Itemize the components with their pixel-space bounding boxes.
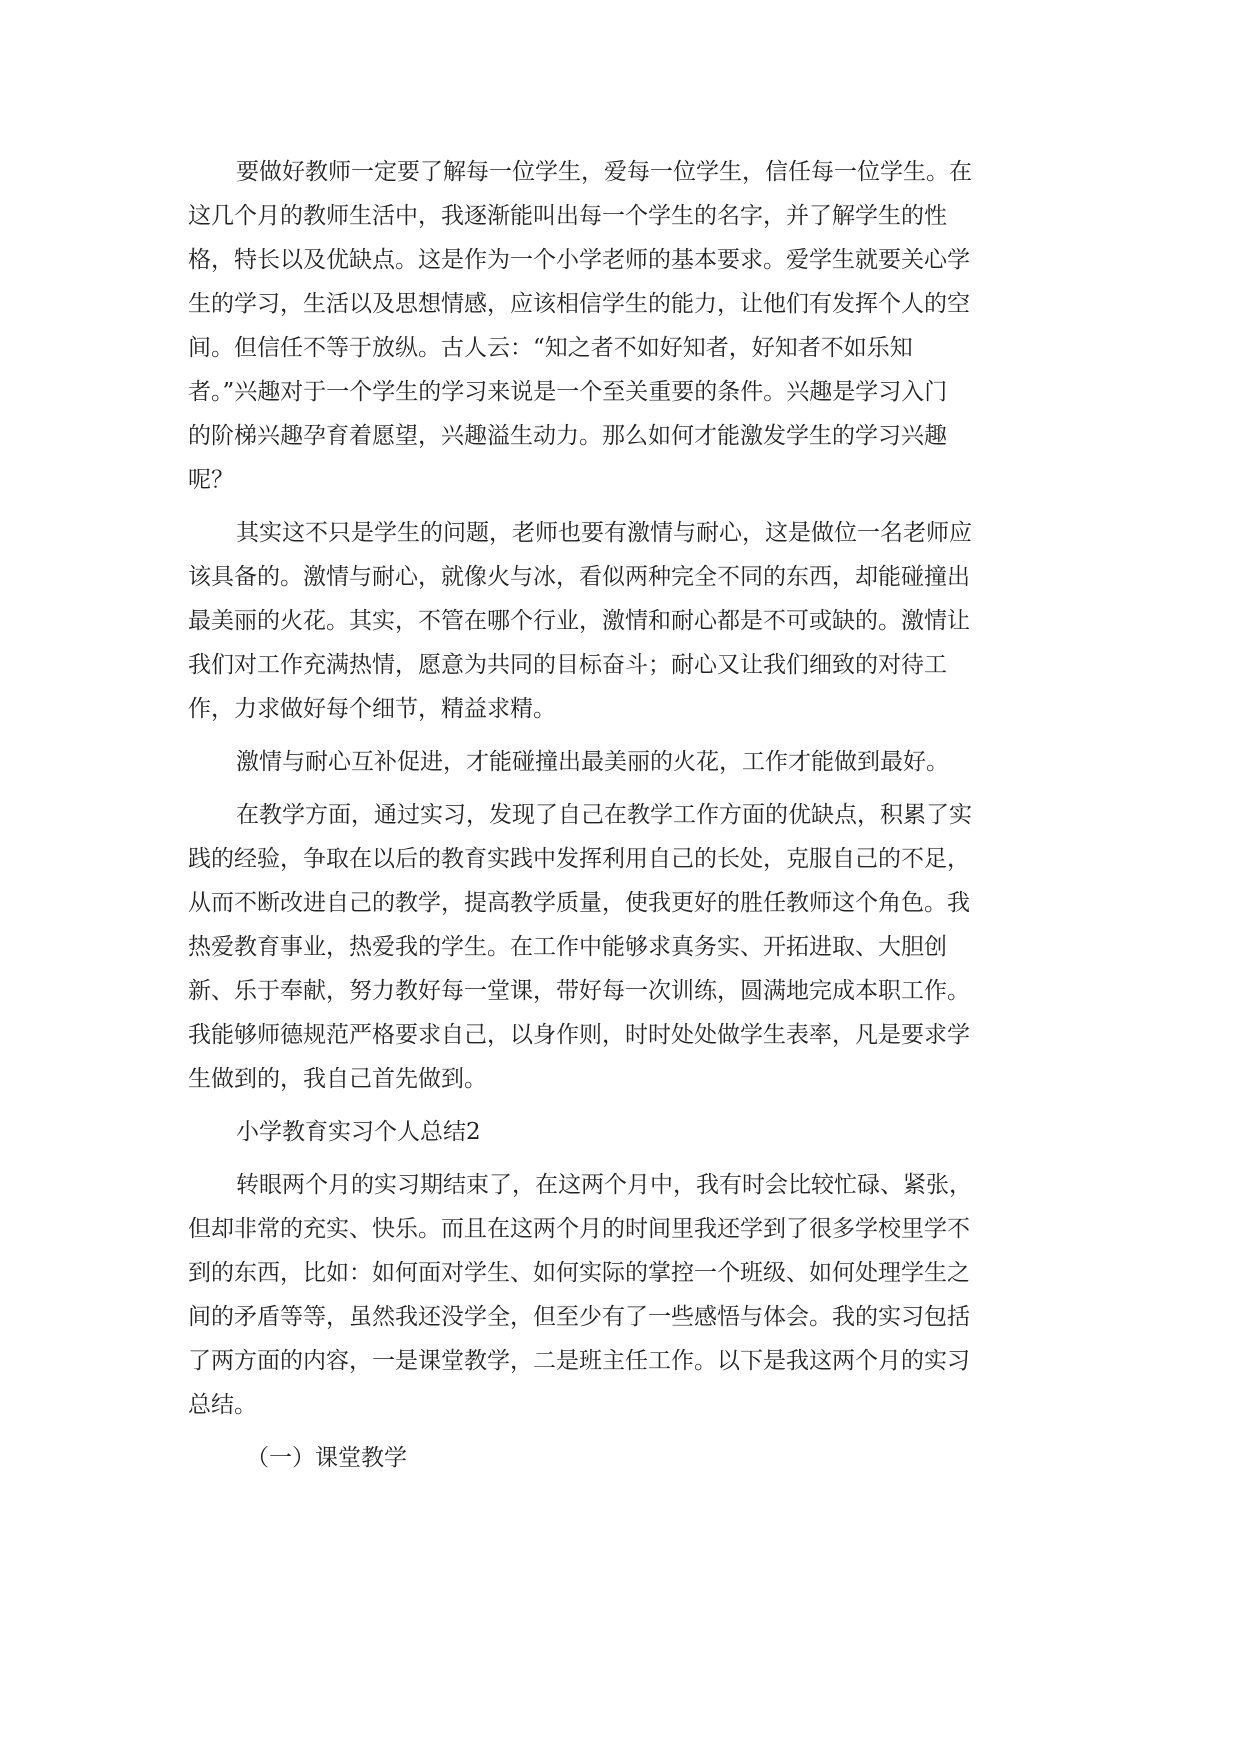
paragraph-1	[188, 150, 1048, 502]
document-page	[188, 150, 1048, 1489]
paragraph-line: 其实这不只是学生的问题，老师也要有激情与耐心，这是做位一名老师应	[236, 520, 972, 546]
paragraph-line: 格，特长以及优缺点。这是作为一个小学老师的基本要求。爱学生就要关心学	[188, 247, 970, 273]
paragraph-line: 这几个月的教师生活中，我逐渐能叫出每一个学生的名字，并了解学生的性	[188, 203, 947, 229]
paragraph-line: 间的矛盾等等，虽然我还没学全，但至少有了一些感悟与体会。我的实习包括	[188, 1304, 970, 1330]
paragraph-line: 作，力求做好每个细节，精益求精。	[188, 696, 556, 722]
paragraph-line: 者。”兴趣对于一个学生的学习来说是一个至关重要的条件。兴趣是学习入门	[188, 379, 948, 405]
paragraph-line: 践的经验，争取在以后的教育实践中发挥利用自己的长处，克服自己的不足，	[188, 846, 970, 872]
paragraph-line: 到的东西，比如：如何面对学生、如何实际的掌控一个班级、如何处理学生之	[188, 1260, 970, 1286]
section-heading-text: 小学教育实习个人总结2	[236, 1119, 481, 1145]
paragraph-line: 要做好教师一定要了解每一位学生，爱每一位学生，信任每一位学生。在	[236, 159, 972, 185]
paragraph-line: 但却非常的充实、快乐。而且在这两个月的时间里我还学到了很多学校里学不	[188, 1216, 970, 1242]
paragraph-4	[188, 793, 1048, 1101]
paragraph-line: 呢？	[188, 467, 234, 493]
paragraph-line: 该具备的。激情与耐心，就像火与冰，看似两种完全不同的东西，却能碰撞出	[188, 564, 970, 590]
paragraph-line: 生做到的，我自己首先做到。	[188, 1066, 487, 1092]
paragraph-3	[188, 740, 1048, 784]
paragraph-5	[188, 1163, 1048, 1427]
paragraph-line: 新、乐于奉献，努力教好每一堂课，带好每一次训练，圆满地完成本职工作。	[188, 978, 970, 1004]
subsection-heading	[188, 1436, 1048, 1480]
paragraph-line: 生的学习，生活以及思想情感，应该相信学生的能力，让他们有发挥个人的空	[188, 291, 970, 317]
paragraph-2	[188, 511, 1048, 731]
paragraph-line: 间。但信任不等于放纵。古人云：“知之者不如好知者，好知者不如乐知	[188, 335, 913, 361]
paragraph-line: 我们对工作充满热情，愿意为共同的目标奋斗；耐心又让我们细致的对待工	[188, 652, 947, 678]
paragraph-line: 总结。	[188, 1392, 257, 1418]
paragraph-line: 从而不断改进自己的教学，提高教学质量，使我更好的胜任教师这个角色。我	[188, 890, 970, 916]
paragraph-line: 我能够师德规范严格要求自己，以身作则，时时处处做学生表率，凡是要求学	[188, 1022, 970, 1048]
paragraph-line: 激情与耐心互补促进，才能碰撞出最美丽的火花，工作才能做到最好。	[236, 749, 949, 775]
paragraph-line: 转眼两个月的实习期结束了，在这两个月中，我有时会比较忙碌、紧张，	[236, 1172, 972, 1198]
paragraph-line: 最美丽的火花。其实，不管在哪个行业，激情和耐心都是不可或缺的。激情让	[188, 608, 970, 634]
paragraph-line: 热爱教育事业，热爱我的学生。在工作中能够求真务实、开拓进取、大胆创	[188, 934, 947, 960]
section-heading	[188, 1110, 1048, 1154]
paragraph-line: 在教学方面，通过实习，发现了自己在教学工作方面的优缺点，积累了实	[236, 802, 972, 828]
paragraph-line: 的阶梯兴趣孕育着愿望，兴趣溢生动力。那么如何才能激发学生的学习兴趣	[188, 423, 947, 449]
subsection-heading-text: （一）课堂教学	[246, 1445, 407, 1471]
paragraph-line: 了两方面的内容，一是课堂教学，二是班主任工作。以下是我这两个月的实习	[188, 1348, 970, 1374]
